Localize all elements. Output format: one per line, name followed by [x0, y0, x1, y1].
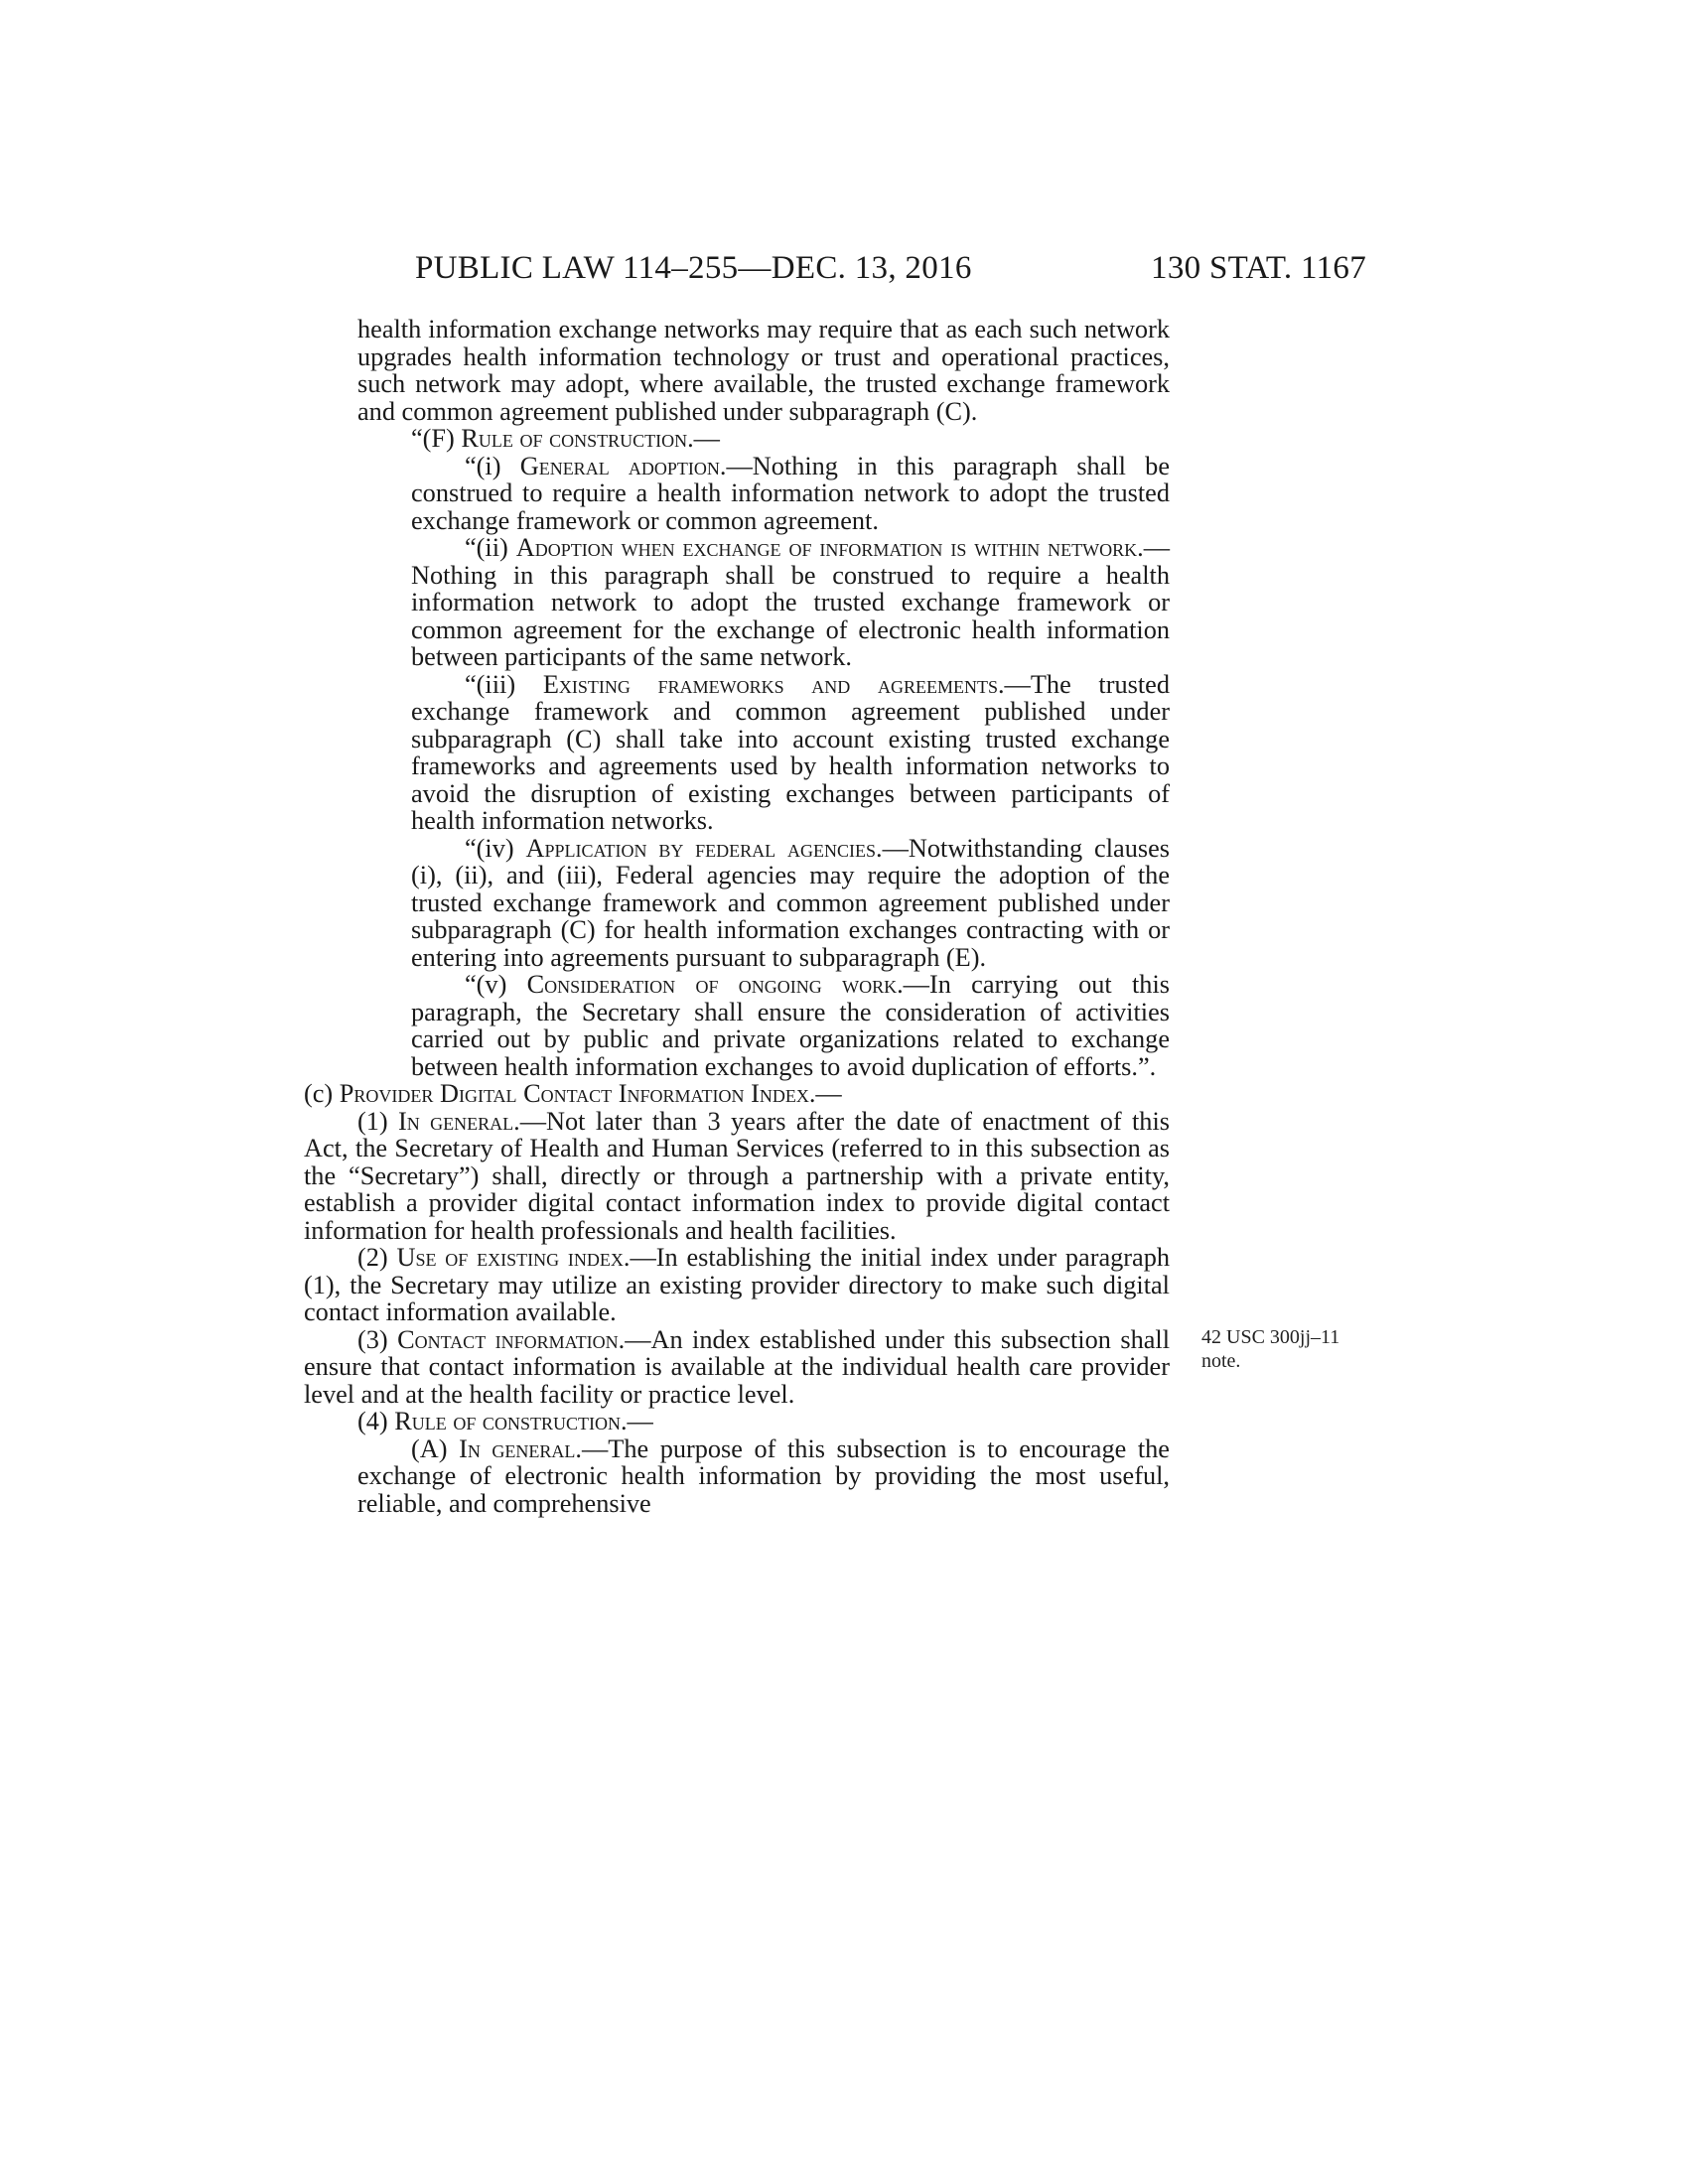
subsection-c-heading: (c) Provider Digital Contact Information Index.— [304, 1079, 842, 1108]
margin-note [1201, 1325, 1360, 1373]
paragraph-4-heading: (4) Rule of construction.— [357, 1407, 653, 1435]
running-header [415, 246, 1366, 290]
law-citation: PUBLIC LAW 114–255—DEC. 13, 2016 [415, 250, 972, 286]
clause-iv: “(iv) Application by federal agencies.—Notwithstanding clauses (i), (ii), and (iii), Federal agencies may require the adoption of the trusted exchange framework and common agreement published under subparagraph (C) for health information exchanges contracting with or entering into agreements pursuant to subparagraph (E). [411, 833, 1170, 972]
paragraph-1: (1) In general.—Not later than 3 years after the date of enactment of this Act, the Secretary of Health and Human Services (referred to in this subsection as the “Secretary”) shall, directly or through a partnership with a private entity, establish a provider digital contact information index to provide digital contact information for health professionals and health facilities. [304, 1106, 1170, 1245]
margin-note-citation: 42 USC 300jj–11 [1201, 1326, 1340, 1348]
clause-i: “(i) General adoption.—Nothing in this paragraph shall be construed to require a health information network to adopt the trusted exchange framework or common agreement. [411, 451, 1171, 535]
statute-page-number: 130 STAT. 1167 [1151, 250, 1366, 286]
clause-iii: “(iii) Existing frameworks and agreements.—The trusted exchange framework and common agreement published under subparagraph (C) shall take into account existing trusted exchange frameworks and agreements used by health information networks to avoid the disruption of existing exchanges between participants of health information networks. [411, 669, 1171, 835]
document-body [304, 315, 1171, 1518]
subparagraph-A: (A) In general.—The purpose of this subsection is to encourage the exchange of electronic health information by providing the most useful, reliable, and comprehensive [357, 1433, 1170, 1518]
clause-ii: “(ii) Adoption when exchange of information is within network.—Nothing in this paragraph shall be construed to require a health information network to adopt the trusted exchange framework or common agreement for the exchange of electronic health information between participants of the same network. [411, 533, 1171, 671]
margin-note-label: note. [1201, 1350, 1241, 1372]
clause-v: “(v) Consideration of ongoing work.—In carrying out this paragraph, the Secretary shall ensure the consideration of activities carried out by public and private organizations related to exchange between health information exchanges to avoid duplication of efforts.”. [411, 970, 1170, 1081]
paragraph-2: (2) Use of existing index.—In establishing the initial index under paragraph (1), the Secretary may utilize an existing provider directory to make such digital contact information available. [304, 1243, 1171, 1326]
subparagraph-F-heading: “(F) Rule of construction.— [411, 424, 720, 453]
paragraph-3: (3) Contact information.—An index established under this subsection shall ensure that contact information is available at the individual health care provider level and at the health facility or practice level. [304, 1324, 1170, 1409]
paragraph-continuation: health information exchange networks may require that as each such network upgrades health information technology or trust and operational practices, such network may adopt, where available, the trusted exchange framework and common agreement published under subparagraph (C). [357, 315, 1170, 426]
